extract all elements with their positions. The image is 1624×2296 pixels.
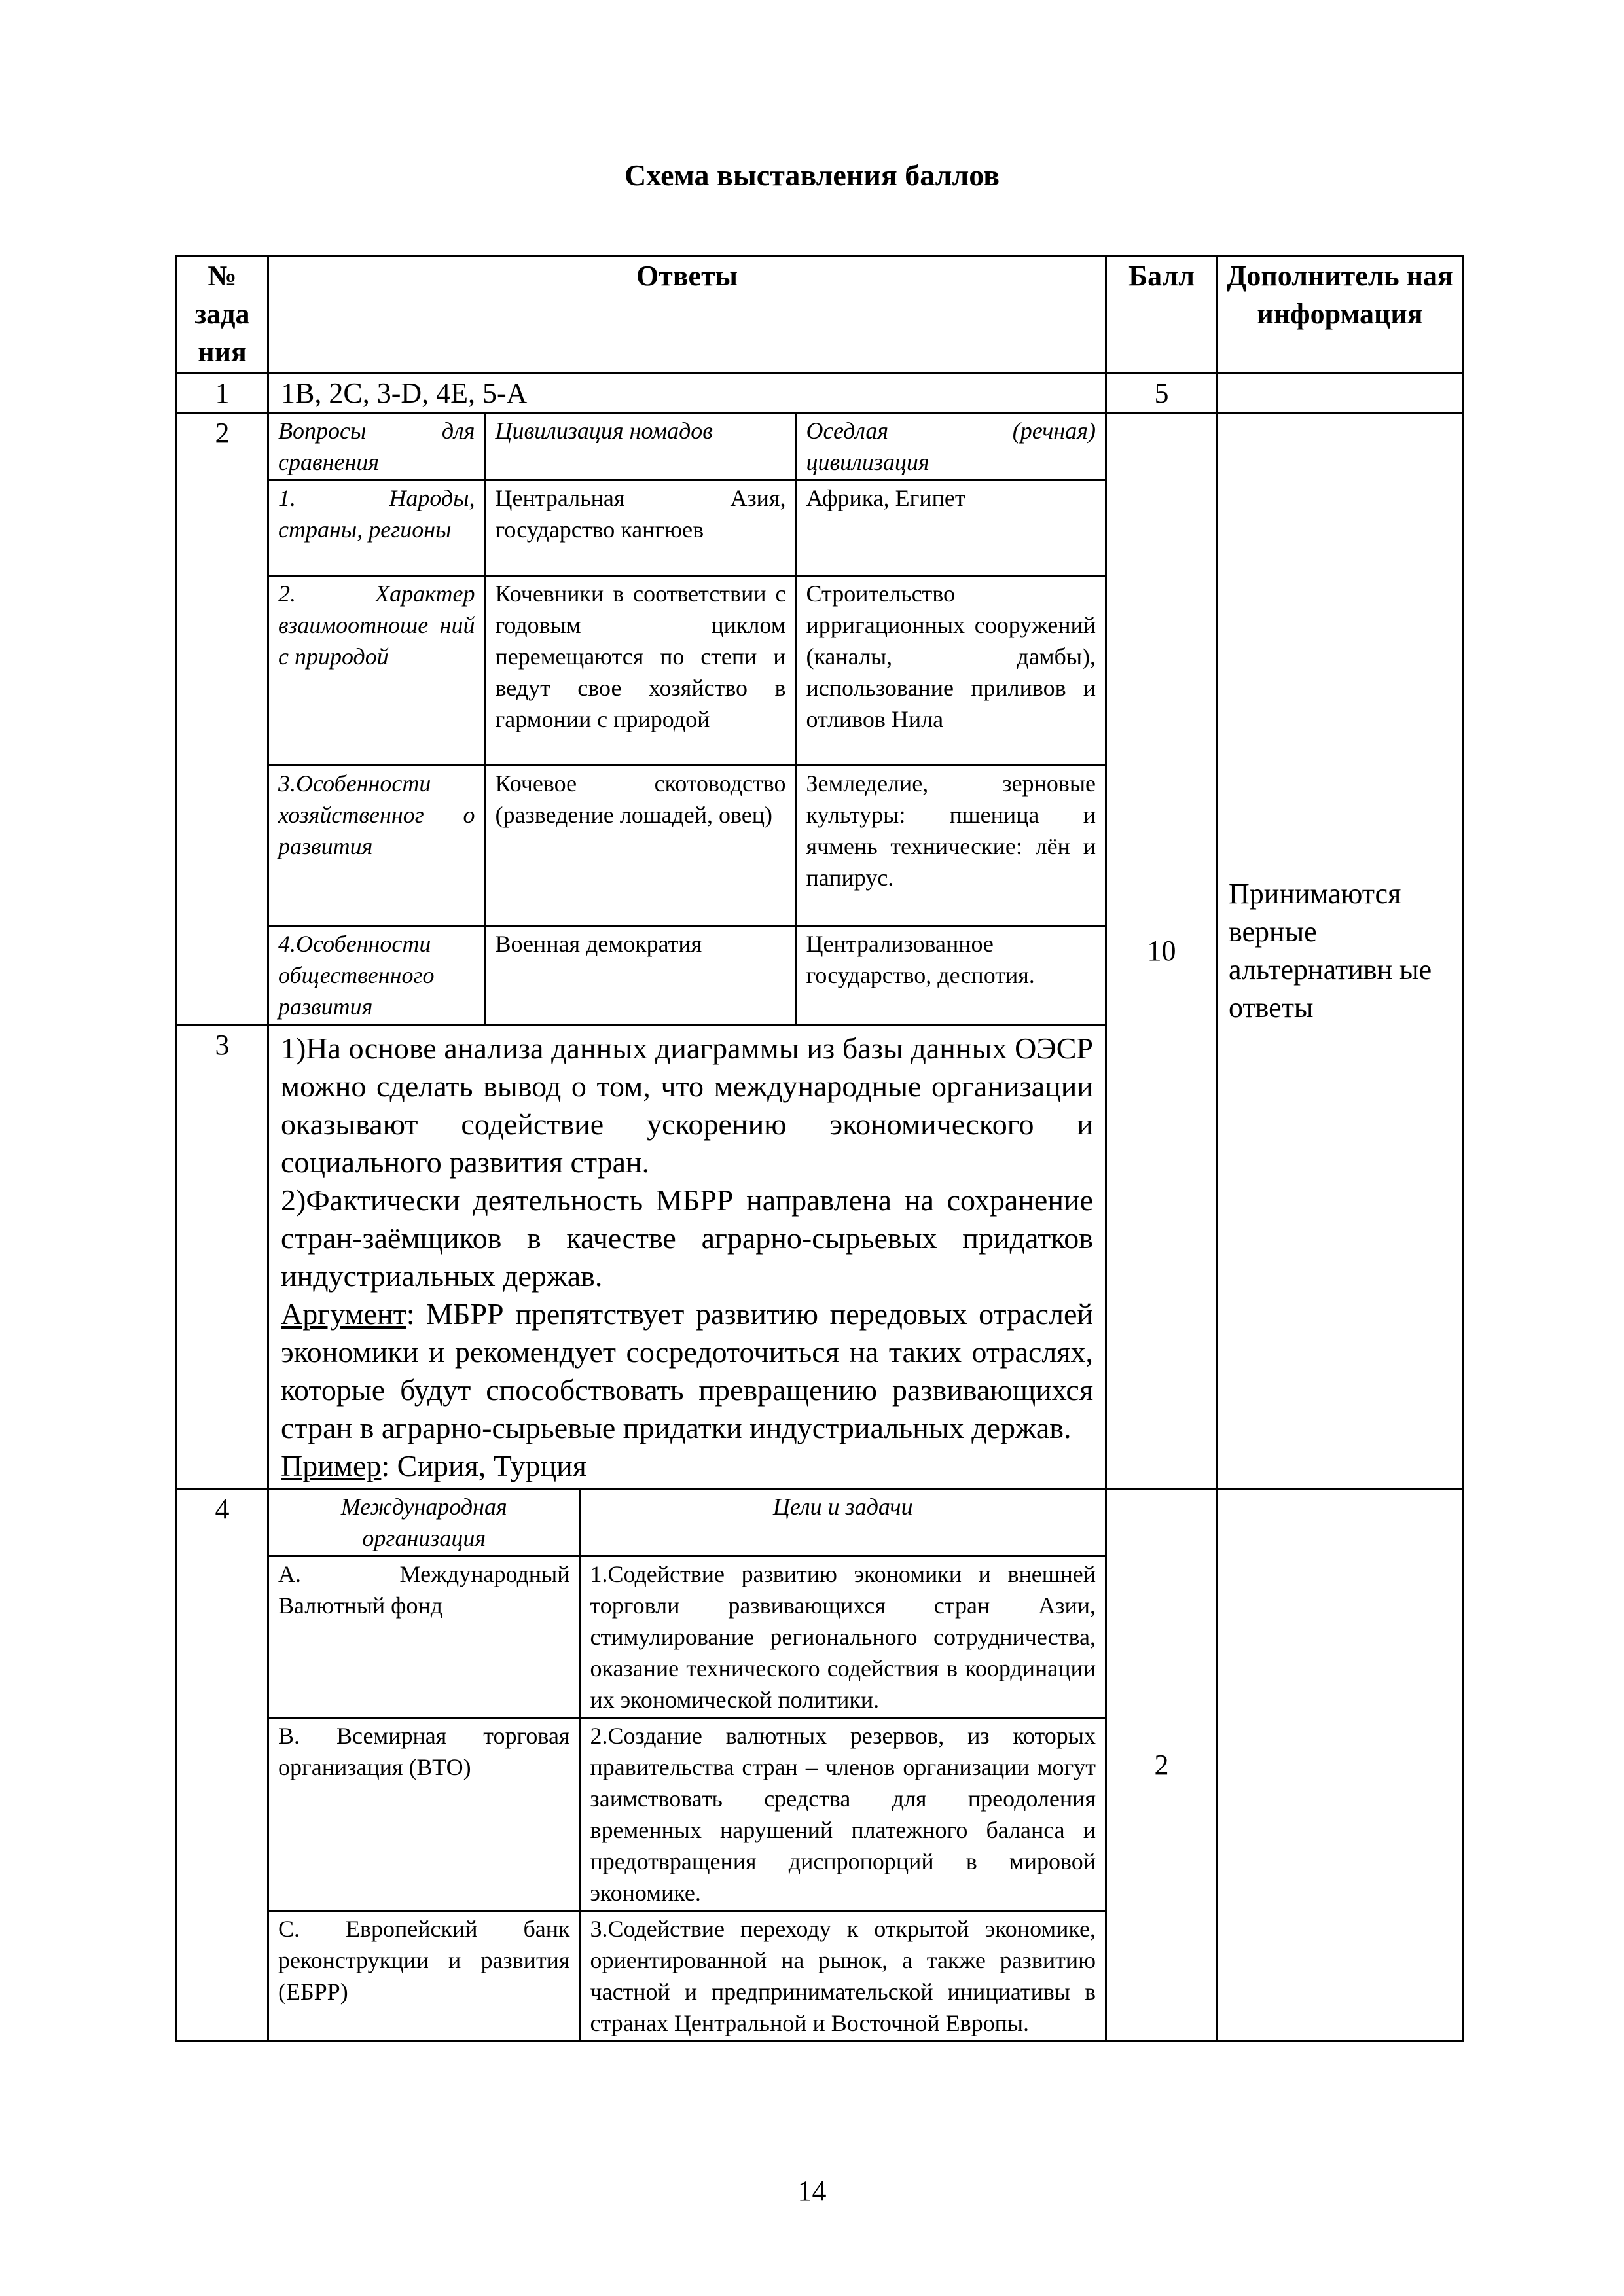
organization-goal: 1.Содействие развитию экономики и внешней торговли развивающихся стран Азии, стимулирование регионального сотрудничества, оказание технического содействия в координации их экономической политики. xyxy=(580,1556,1105,1718)
matching-row xyxy=(269,1718,1105,1911)
score-cell: 5 xyxy=(1106,373,1218,413)
comparison-settled: Земледелие, зерновые культуры: пшеница и ячмень технические: лён и папирус. xyxy=(796,766,1105,926)
extra-cell: Принимаются верные альтернативн ые ответы xyxy=(1218,413,1463,1489)
comparison-settled: Строительство ирригационных сооружений (каналы, дамбы), использование приливов и отливов Нила xyxy=(796,576,1105,766)
page-title: Схема выставления баллов xyxy=(624,158,1000,192)
matching-head-org: Международная организация xyxy=(269,1490,580,1556)
comparison-row xyxy=(269,766,1105,926)
comparison-settled: Централизованное государство, деспотия. xyxy=(796,926,1105,1024)
comparison-head-settled: Оседлая (речная) цивилизация xyxy=(796,414,1105,480)
comparison-question: 2. Характер взаимоотноше ний с природой xyxy=(269,576,485,766)
comparison-question: 1. Народы, страны, регионы xyxy=(269,480,485,576)
answer-paragraph: 1)На основе анализа данных диаграммы из базы данных ОЭСР можно сделать вывод о том, что международные организации оказывают содействие ускорению экономического и социального развития стран. xyxy=(281,1031,1093,1179)
matching-header xyxy=(269,1490,1105,1556)
scoring-table xyxy=(175,255,1464,2042)
comparison-head-questions: Вопросы для сравнения xyxy=(269,414,485,480)
header-extra: Дополнитель ная информация xyxy=(1218,257,1463,373)
comparison-nomads: Центральная Азия, государство кангюев xyxy=(485,480,796,576)
comparison-nomads: Военная демократия xyxy=(485,926,796,1024)
matching-head-goals: Цели и задачи xyxy=(580,1490,1105,1556)
matching-row xyxy=(269,1556,1105,1718)
score-cell: 10 xyxy=(1106,413,1218,1489)
task-number: 4 xyxy=(177,1489,268,2041)
comparison-settled: Африка, Египет xyxy=(796,480,1105,576)
answer-paragraph: 2)Фактически деятельность МБРР направлена на сохранение стран-заёмщиков в качестве аграрно-сырьевых придатков индустриальных держав. xyxy=(281,1183,1093,1293)
argument-text: : МБРР препятствует развитию передовых отраслей экономики и рекомендует сосредоточиться на таких отраслях, которые будут способствовать превращению развивающихся стран в аграрно-сырьевые придатки индустриальных держав. xyxy=(281,1297,1093,1444)
argument-label: Аргумент xyxy=(281,1297,406,1331)
argument-paragraph xyxy=(281,1295,1093,1447)
task-number: 1 xyxy=(177,373,268,413)
matching-table xyxy=(269,1490,1105,2040)
comparison-nomads: Кочевники в соответствии с годовым циклом перемещаются по степи и ведут свое хозяйство в гармонии с природой xyxy=(485,576,796,766)
score-cell: 2 xyxy=(1106,1489,1218,2041)
task-number: 3 xyxy=(177,1025,268,1489)
organization-name: C. Европейский банк реконструкции и развития (ЕБРР) xyxy=(269,1911,580,2041)
comparison-question: 4.Особенности общественного развития xyxy=(269,926,485,1024)
organization-name: A. Международный Валютный фонд xyxy=(269,1556,580,1718)
table-row xyxy=(177,373,1463,413)
comparison-cell xyxy=(268,413,1106,1025)
organization-goal: 2.Создание валютных резервов, из которых правительства стран – членов организации могут заимствовать средства для преодоления временных нарушений платежного баланса и предотвращения диспропорций в мировой экономике. xyxy=(580,1718,1105,1911)
comparison-head-nomads: Цивилизация номадов xyxy=(485,414,796,480)
matching-cell xyxy=(268,1489,1106,2041)
comparison-row xyxy=(269,480,1105,576)
extra-cell xyxy=(1218,373,1463,413)
header-row xyxy=(177,257,1463,373)
comparison-nomads: Кочевое скотоводство (разведение лошадей, овец) xyxy=(485,766,796,926)
matching-row xyxy=(269,1911,1105,2041)
header-answers: Ответы xyxy=(268,257,1106,373)
table-row xyxy=(177,1489,1463,2041)
example-label: Пример xyxy=(281,1449,382,1482)
comparison-row xyxy=(269,576,1105,766)
extra-cell xyxy=(1218,1489,1463,2041)
answer-text: 1B, 2C, 3-D, 4E, 5-A xyxy=(268,373,1106,413)
comparison-question: 3.Особенности хозяйственног о развития xyxy=(269,766,485,926)
organization-goal: 3.Содействие переходу к открытой экономике, ориентированной на рынок, а также развитию частной и предпринимательской инициативы в странах Центральной и Восточной Европы. xyxy=(580,1911,1105,2041)
comparison-row xyxy=(269,926,1105,1024)
task-number: 2 xyxy=(177,413,268,1025)
organization-name: B. Всемирная торговая организация (ВТО) xyxy=(269,1718,580,1911)
answer-text xyxy=(268,1025,1106,1489)
example-paragraph xyxy=(281,1447,1093,1485)
header-score: Балл xyxy=(1106,257,1218,373)
comparison-header xyxy=(269,414,1105,480)
comparison-table xyxy=(269,414,1105,1024)
header-num: № зада ния xyxy=(177,257,268,373)
page-number: 14 xyxy=(797,2175,827,2207)
example-text: : Сирия, Турция xyxy=(381,1449,586,1482)
table-row xyxy=(177,413,1463,1025)
